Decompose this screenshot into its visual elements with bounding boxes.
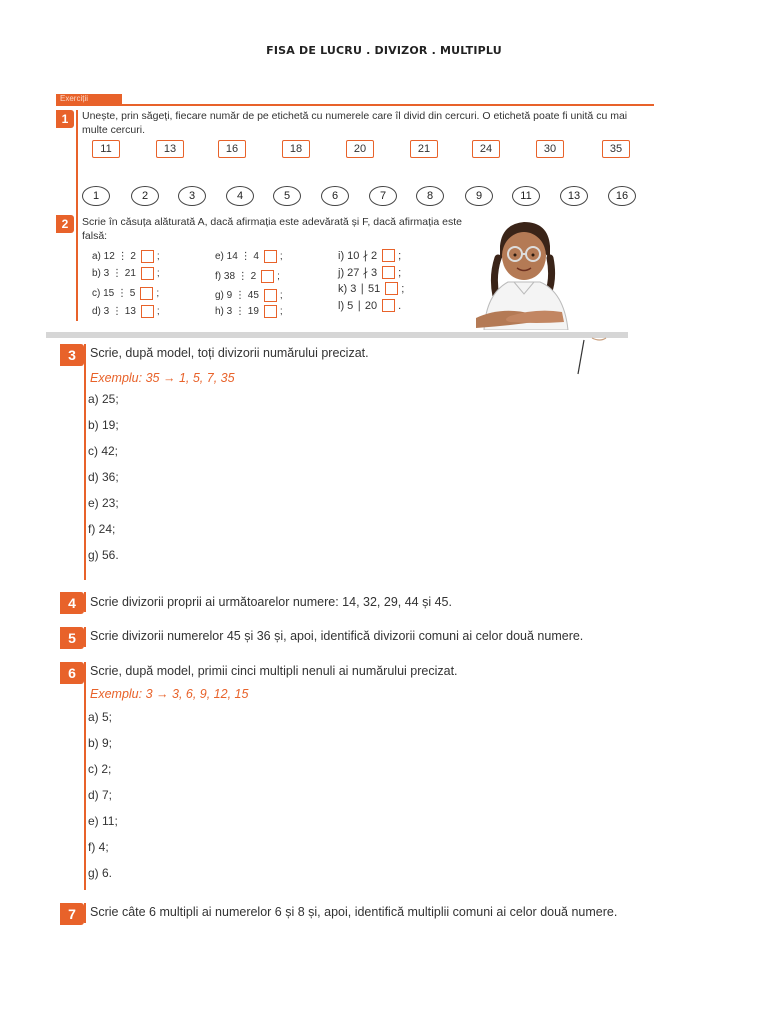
exercise-3-item: e) 23;: [88, 496, 119, 510]
exercise-7-badge: 7: [60, 903, 84, 925]
number-label: 13: [156, 140, 184, 158]
statement-end: ;: [156, 306, 160, 317]
exercise-1-badge: 1: [56, 110, 74, 128]
number-label: 35: [602, 140, 630, 158]
exercise-3-item: a) 25;: [88, 392, 119, 406]
exercise-6-rule: [84, 662, 86, 890]
exercise-6-item: b) 9;: [88, 736, 113, 750]
statement-text: a) 12 ⋮ 2: [92, 251, 136, 262]
statement-item: [92, 287, 159, 300]
example-label: Exemplu:: [90, 687, 143, 701]
statement-end: ;: [279, 290, 283, 301]
exercise-6-badge: 6: [60, 662, 84, 684]
exercise-3-badge: 3: [60, 344, 84, 366]
exercise-5-instruction: Scrie divizorii numerelor 45 și 36 și, apoi, identifică divizorii comuni ai celor două numere.: [90, 629, 584, 643]
answer-box[interactable]: [382, 266, 395, 279]
statement-item: [338, 266, 401, 279]
exercise-3-item: g) 56.: [88, 548, 119, 562]
statement-item: [338, 249, 401, 262]
statement-text: k) 3 ∣ 51: [338, 283, 381, 295]
statement-text: f) 38 ⋮ 2: [215, 271, 257, 282]
statement-item: [215, 289, 283, 302]
exercise-6-item: f) 4;: [88, 840, 109, 854]
statement-item: [92, 267, 160, 280]
answer-box[interactable]: [261, 270, 274, 283]
exercise-5-rule: [84, 627, 86, 647]
number-circle: 3: [178, 186, 206, 206]
exercise-4-badge: 4: [60, 592, 84, 614]
statement-item: [92, 305, 160, 318]
number-circle: 4: [226, 186, 254, 206]
statement-item: [92, 250, 160, 263]
section-tab: Exerciții: [56, 94, 122, 104]
number-circle: 2: [131, 186, 159, 206]
statement-item: [215, 270, 280, 283]
exercise-7-instruction: Scrie câte 6 multipli ai numerelor 6 și 8 și, apoi, identifică multiplii comuni ai celor două numere.: [90, 905, 618, 919]
exercise-2-rule: [76, 215, 78, 321]
section-rule: [56, 104, 654, 106]
number-circle: 1: [82, 186, 110, 206]
number-circle: 6: [321, 186, 349, 206]
example-label: Exemplu:: [90, 371, 143, 385]
statement-text: l) 5 ∣ 20: [338, 300, 378, 312]
exercise-3-item: b) 19;: [88, 418, 119, 432]
statement-end: ;: [279, 306, 283, 317]
statement-text: h) 3 ⋮ 19: [215, 306, 259, 317]
statement-end: ;: [156, 268, 160, 279]
statement-text: i) 10 ∤ 2: [338, 250, 378, 262]
number-label: 16: [218, 140, 246, 158]
exercise-6-example: [90, 687, 248, 701]
section-divider: [46, 332, 628, 338]
exercise-7-rule: [84, 903, 86, 923]
statement-item: [338, 282, 404, 295]
number-circle: 11: [512, 186, 540, 206]
number-label: 18: [282, 140, 310, 158]
statement-end: .: [398, 299, 402, 312]
statement-end: ;: [277, 271, 280, 282]
statement-item: [215, 250, 283, 263]
statement-end: ;: [279, 251, 283, 262]
illustration-fragment: [574, 336, 610, 378]
answer-box[interactable]: [141, 267, 154, 280]
number-label: 20: [346, 140, 374, 158]
number-circle: 8: [416, 186, 444, 206]
statement-item: [338, 299, 401, 312]
statement-text: b) 3 ⋮ 21: [92, 268, 136, 279]
number-circle: 16: [608, 186, 636, 206]
exercise-6-instruction: Scrie, după model, primii cinci multipli nenuli ai numărului precizat.: [90, 664, 458, 678]
exercise-3-rule: [84, 344, 86, 580]
exercise-6-item: a) 5;: [88, 710, 113, 724]
answer-box[interactable]: [264, 289, 277, 302]
answer-box[interactable]: [382, 249, 395, 262]
statement-end: ;: [398, 249, 402, 262]
exercise-3-instruction: Scrie, după model, toți divizorii numărului precizat.: [90, 346, 369, 360]
statement-end: ;: [156, 251, 160, 262]
answer-box[interactable]: [382, 299, 395, 312]
exercise-6-item: e) 11;: [88, 814, 118, 828]
exercise-1-instruction: Unește, prin săgeți, fiecare număr de pe etichetă cu numerele care îl divid din cercuri. O etichetă poate fi unită cu mai multe cercuri.: [82, 110, 628, 136]
answer-box[interactable]: [141, 250, 154, 263]
exercise-3-example: [90, 371, 235, 385]
statement-end: ;: [156, 288, 160, 299]
statement-text: d) 3 ⋮ 13: [92, 306, 136, 317]
number-circle: 5: [273, 186, 301, 206]
exercise-3-item: c) 42;: [88, 444, 119, 458]
statement-end: ;: [401, 282, 405, 295]
statement-end: ;: [398, 266, 402, 279]
exercise-5-badge: 5: [60, 627, 84, 649]
answer-box[interactable]: [140, 287, 153, 300]
exercise-4-rule: [84, 592, 86, 612]
answer-box[interactable]: [141, 305, 154, 318]
number-label: 30: [536, 140, 564, 158]
statement-text: c) 15 ⋮ 5: [92, 288, 136, 299]
number-label: 11: [92, 140, 120, 158]
exercise-1-rule: [76, 110, 78, 215]
number-circle: 7: [369, 186, 397, 206]
exercise-6-item: g) 6.: [88, 866, 113, 880]
exercise-3-item: f) 24;: [88, 522, 116, 536]
exercise-2-instruction: Scrie în căsuța alăturată A, dacă afirmația este adevărată și F, dacă afirmația este falsă:: [82, 216, 462, 242]
number-label: 24: [472, 140, 500, 158]
statement-text: g) 9 ⋮ 45: [215, 290, 259, 301]
example-value: 3 → 3, 6, 9, 12, 15: [145, 687, 249, 701]
exercise-3-item: d) 36;: [88, 470, 119, 484]
exercise-2-badge: 2: [56, 215, 74, 233]
answer-box[interactable]: [264, 305, 277, 318]
statement-text: e) 14 ⋮ 4: [215, 251, 259, 262]
statement-item: [215, 305, 283, 318]
number-label: 21: [410, 140, 438, 158]
answer-box[interactable]: [385, 282, 398, 295]
exercise-6-item: c) 2;: [88, 762, 112, 776]
answer-box[interactable]: [264, 250, 277, 263]
exercise-4-instruction: Scrie divizorii proprii ai următoarelor numere: 14, 32, 29, 44 și 45.: [90, 595, 452, 609]
number-circle: 13: [560, 186, 588, 206]
girl-illustration: [462, 216, 612, 330]
page-title: FISA DE LUCRU . DIVIZOR . MULTIPLU: [266, 44, 502, 57]
example-value: 35 → 1, 5, 7, 35: [145, 371, 235, 385]
number-circle: 9: [465, 186, 493, 206]
statement-text: j) 27 ∤ 3: [338, 267, 378, 279]
exercise-6-item: d) 7;: [88, 788, 113, 802]
